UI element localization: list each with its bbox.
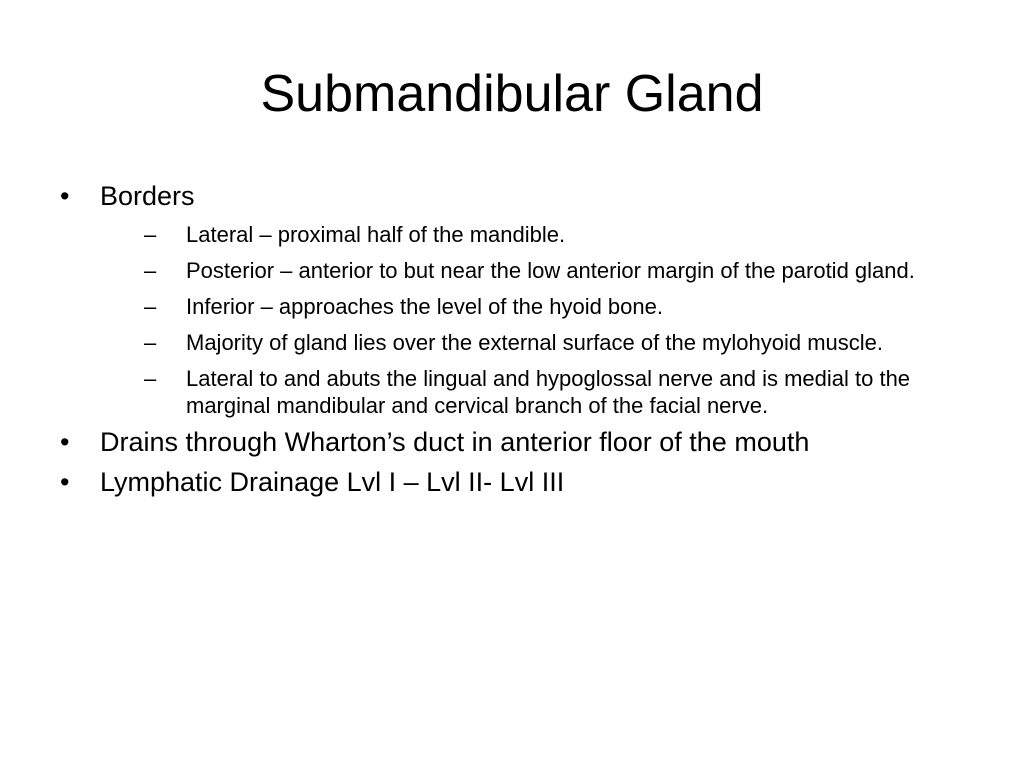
bullet-marker: • bbox=[60, 181, 70, 211]
subbullet-marker: – bbox=[144, 222, 157, 247]
subbullet-text: Lateral – proximal half of the mandible. bbox=[186, 222, 566, 247]
slide-title: Submandibular Gland bbox=[260, 65, 764, 123]
subbullet-marker: – bbox=[144, 366, 157, 391]
subbullet-posterior bbox=[144, 257, 970, 284]
subbullet-marker: – bbox=[144, 330, 157, 355]
bullet-text: Drains through Wharton’s duct in anterior floor of the mouth bbox=[100, 427, 810, 457]
bullet-marker: • bbox=[60, 467, 70, 497]
bullet-drains bbox=[60, 426, 970, 459]
subbullet-nerves bbox=[144, 365, 970, 419]
subbullet-inferior bbox=[144, 293, 970, 320]
bullet-marker: • bbox=[60, 427, 70, 457]
subbullet-marker: – bbox=[144, 258, 157, 283]
slide-body bbox=[60, 180, 970, 499]
subbullet-majority bbox=[144, 329, 970, 356]
subbullet-text: Inferior – approaches the level of the hyoid bone. bbox=[186, 294, 663, 319]
bullet-borders bbox=[60, 180, 970, 419]
subbullet-text: Lateral to and abuts the lingual and hypoglossal nerve and is medial to the marginal mandibular and cervical branch of the facial nerve. bbox=[186, 366, 911, 418]
bullet-text: Lymphatic Drainage Lvl I – Lvl II- Lvl III bbox=[100, 467, 565, 497]
subbullet-lateral bbox=[144, 221, 970, 248]
subbullet-text: Posterior – anterior to but near the low anterior margin of the parotid gland. bbox=[186, 258, 915, 283]
subbullet-marker: – bbox=[144, 294, 157, 319]
bullet-lymphatic bbox=[60, 466, 970, 499]
borders-sublist bbox=[100, 221, 970, 419]
bullet-text: Borders bbox=[100, 181, 195, 211]
subbullet-text: Majority of gland lies over the external surface of the mylohyoid muscle. bbox=[186, 330, 883, 355]
